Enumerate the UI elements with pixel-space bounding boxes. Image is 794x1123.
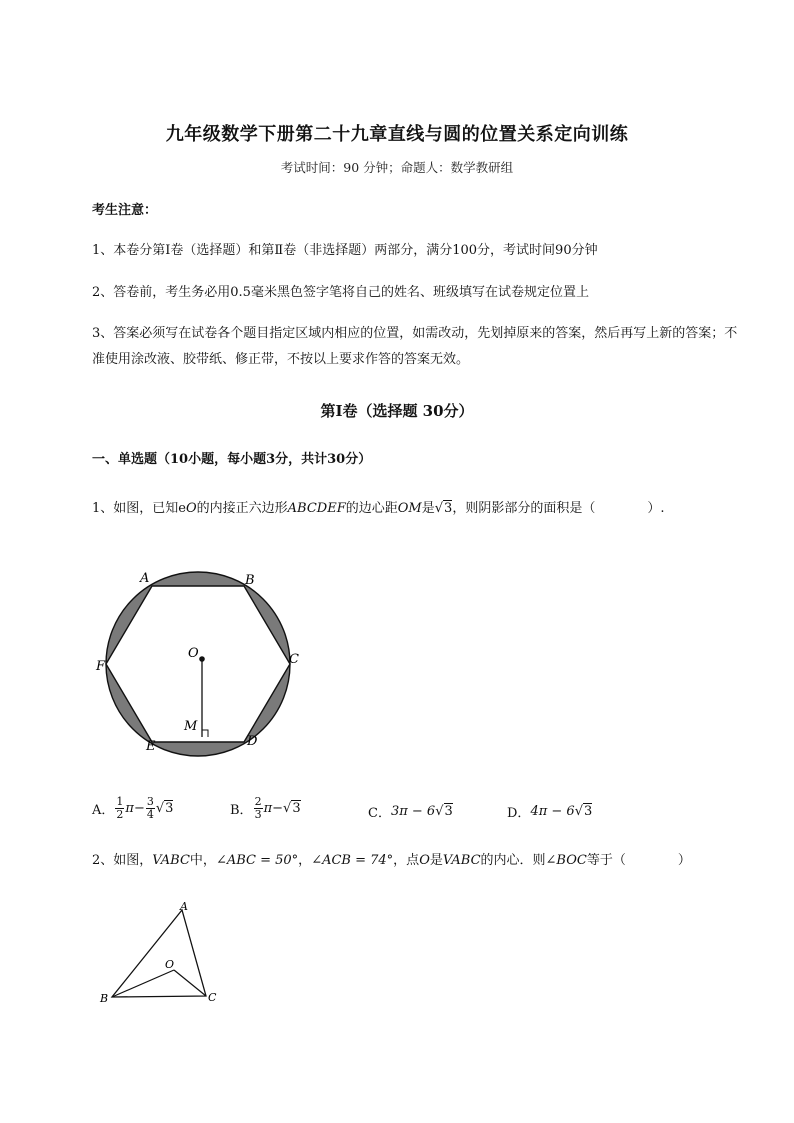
q1-option-b-label: B． <box>230 803 253 818</box>
q1-tail: ，则阴影部分的面积是（ <box>452 501 596 516</box>
q2-triangle-1: VABC <box>152 853 190 868</box>
q2-label-a: A <box>180 900 188 913</box>
q1-label-f: F <box>96 659 106 674</box>
q2-mid1: 中， <box>189 853 216 868</box>
q2-label-c: C <box>208 991 217 1004</box>
q1-label-d: D <box>247 734 258 749</box>
notice-item-3: 3、答案必须写在试卷各个题目指定区域内相应的位置，如需改动，先划掉原来的答案，然后再写上新的答案；不准使用涂改液、胶带纸、修正带，不按以上要求作答的答案无效。 <box>92 326 738 367</box>
q1-option-a[interactable]: A． $\frac{1}{2}$ π − $\frac{3}{4}$ √3 <box>92 795 174 821</box>
q1-center-dot <box>199 656 205 662</box>
q1-option-d[interactable]: D． 4π − 6 √3 <box>507 804 593 821</box>
page-title: 九年级数学下册第二十九章直线与圆的位置关系定向训练 <box>165 124 629 145</box>
q1-sqrt-value: √3 <box>434 501 453 516</box>
q2-triangle-2: VABC <box>442 853 481 868</box>
q1-om: OM <box>397 501 422 516</box>
q2-angle-abc: ∠ABC = 50° <box>215 853 299 868</box>
notice-heading: 考生注意： <box>92 203 158 218</box>
q1-figure <box>90 560 310 760</box>
section-heading: 一、单选题（10小题，每小题3分，共计30分） <box>92 452 372 467</box>
q1-option-a-frac2: $\frac{3}{4}$ <box>146 795 154 821</box>
q2-angle-boc: ∠BOC <box>545 853 587 868</box>
question-2-text <box>92 848 752 874</box>
q1-mid2: 的边心距 <box>345 501 398 516</box>
q2-mid2: ，点 <box>393 853 420 868</box>
q2-angle-acb: ∠ACB = 74° <box>311 853 394 868</box>
page-subtitle: 考试时间：90 分钟；命题人：数学教研组 <box>280 160 514 175</box>
q2-mid4: 的内心．则 <box>480 853 546 868</box>
q2-tail: 等于（ <box>586 853 626 868</box>
q1-o: O <box>185 501 197 516</box>
q1-option-a-label: A． <box>92 803 115 818</box>
q2-label-b: B <box>100 992 109 1005</box>
q1-label-c: C <box>289 652 299 667</box>
q1-mid1: 的内接正六边形 <box>196 501 288 516</box>
q2-comma: ， <box>298 853 312 868</box>
q1-label-e: E <box>146 739 156 754</box>
q1-prefix: 1、如图，已知 <box>92 501 179 516</box>
q2-co-segment <box>174 970 206 996</box>
q1-end: ）. <box>647 501 665 516</box>
q2-mid3: 是 <box>429 853 443 868</box>
section-title: 第I卷（选择题 30分） <box>320 402 474 420</box>
q1-option-b[interactable]: B． $\frac{2}{3}$ π − √3 <box>230 795 301 821</box>
q1-label-a: A <box>140 571 150 586</box>
q2-prefix: 2、如图， <box>92 853 153 868</box>
q2-label-o: O <box>165 958 175 971</box>
q1-option-a-frac1: $\frac{1}{2}$ <box>116 795 124 821</box>
q1-option-c[interactable]: C． 3π − 6 √3 <box>368 804 453 821</box>
q2-figure <box>92 896 232 1011</box>
q1-option-d-label: D． <box>507 806 531 821</box>
q1-label-m: M <box>184 719 198 734</box>
notice-item-1: 1、本卷分第I卷（选择题）和第Ⅱ卷（非选择题）两部分，满分100分，考试时间90分钟 <box>92 243 598 258</box>
q1-label-b: B <box>245 573 255 588</box>
q2-o: O <box>419 853 430 868</box>
q2-end: ） <box>677 853 691 868</box>
q1-option-c-label: C． <box>368 806 391 821</box>
q2-bo-segment <box>112 970 174 997</box>
q1-sqrt-radicand: 3 <box>444 501 453 516</box>
question-1-text <box>92 496 752 522</box>
q1-mid3: 是 <box>421 501 435 516</box>
q1-label-o: O <box>188 646 199 661</box>
q1-hexagon: ABCDEF <box>287 501 346 516</box>
q1-option-b-frac: $\frac{2}{3}$ <box>254 795 262 821</box>
q1-circle-symbol: e <box>178 501 186 516</box>
notice-item-2: 2、答卷前，考生务必用0.5毫米黑色签字笔将自己的姓名、班级填写在试卷规定位置上 <box>92 285 589 300</box>
